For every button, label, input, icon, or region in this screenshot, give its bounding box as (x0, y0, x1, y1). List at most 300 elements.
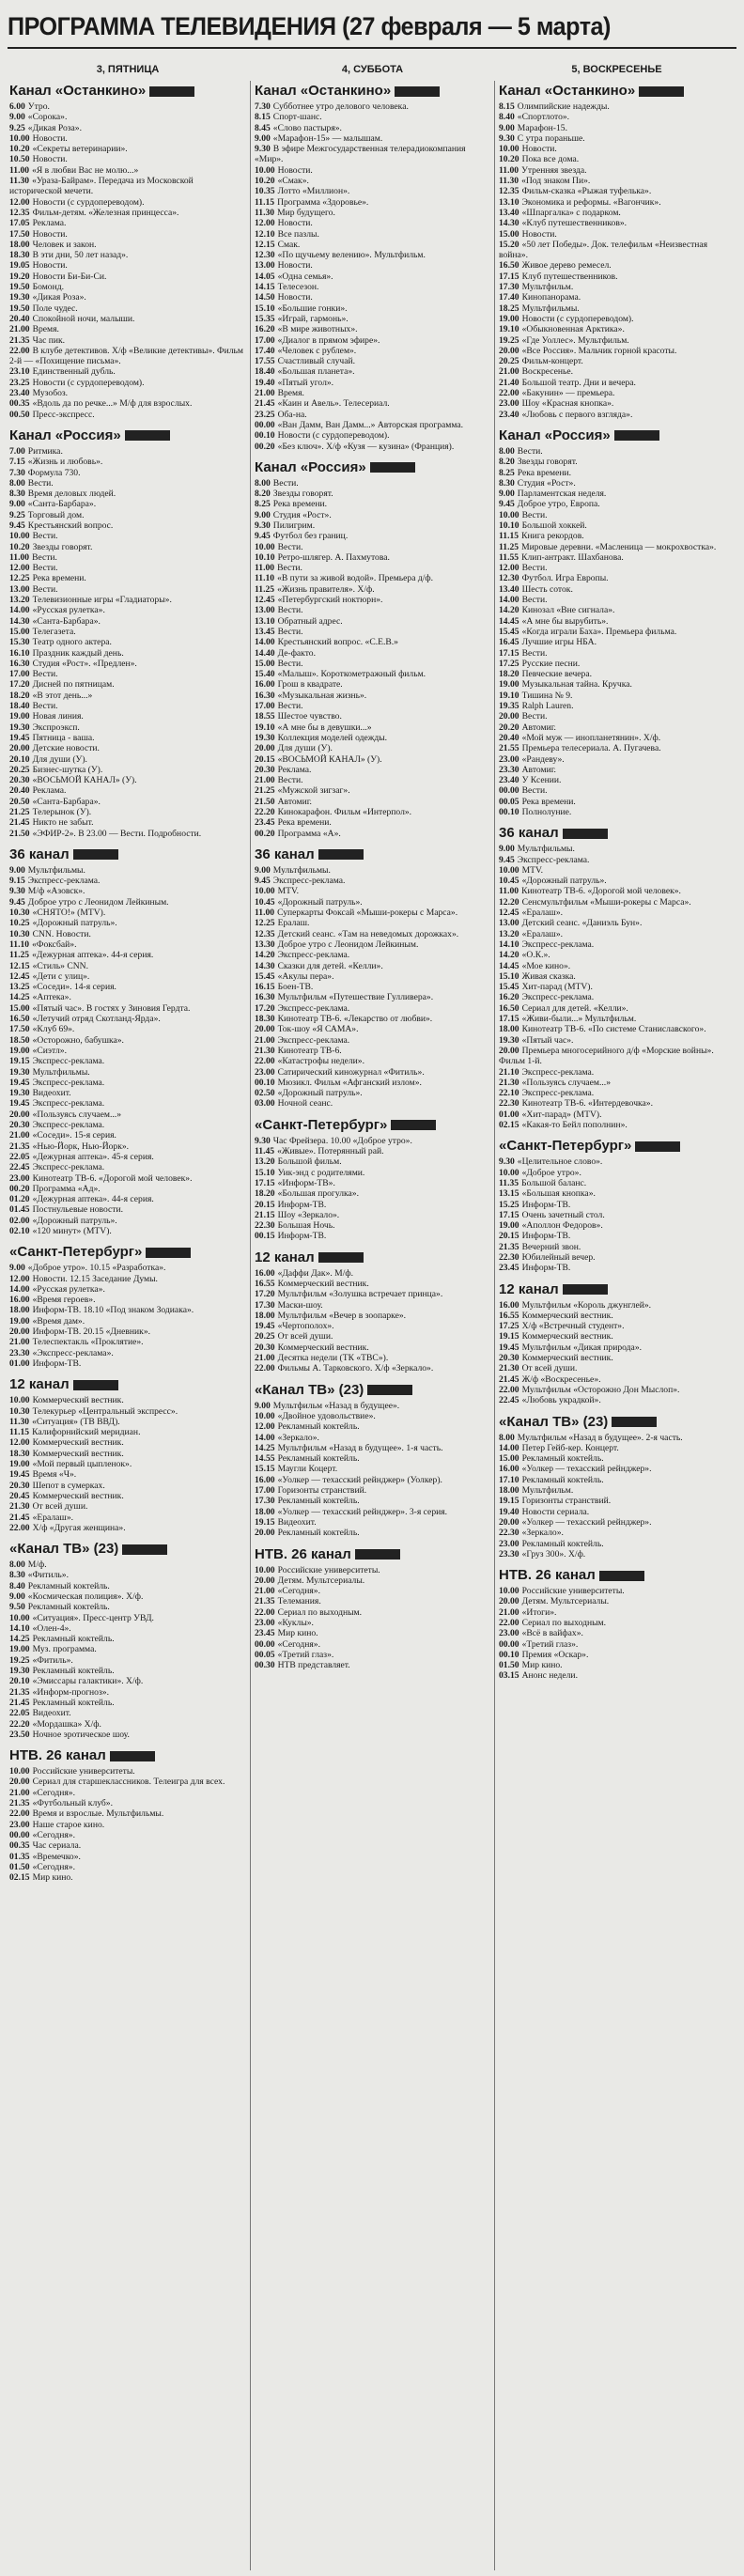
program-title: Фильмы А. Тарковского. Х/ф «Зеркало». (277, 1363, 434, 1374)
program-time: 14.30 (255, 960, 275, 971)
program-title: Х/ф «Встречный студент». (521, 1321, 625, 1332)
program-item (499, 112, 735, 122)
channel-name: 12 канал (499, 1280, 559, 1297)
program-time: 22.00 (9, 1522, 30, 1533)
program-time: 19.30 (9, 1666, 30, 1677)
program-item (255, 1618, 490, 1628)
program-title: Река времени. (277, 817, 332, 829)
program-title: Рекламный коктейль. (521, 1474, 604, 1485)
program-time: 17.55 (255, 356, 275, 367)
program-item (499, 573, 735, 583)
program-title: Вести. (32, 551, 57, 563)
program-item (499, 1596, 735, 1606)
program-time: 17.15 (499, 647, 519, 659)
program-item (255, 123, 490, 133)
program-title: Юбилейный вечер. (521, 1251, 596, 1263)
program-title: «Каин и Авель». Телесериал. (277, 398, 390, 410)
program-item (9, 1216, 246, 1226)
program-time: 20.25 (9, 764, 30, 775)
program-item (499, 605, 735, 615)
program-time: 22.00 (255, 1363, 275, 1374)
channel-name: Канал «Россия» (499, 427, 611, 443)
program-item (255, 229, 490, 240)
program-time: 22.30 (499, 1098, 519, 1110)
program-item (255, 1088, 490, 1098)
program-time: 20.30 (9, 775, 30, 786)
program-item (499, 563, 735, 573)
program-time: 18.30 (255, 1014, 275, 1025)
program-title: Кинотеатр ТВ-6. «Дорогой мой человек». (521, 886, 681, 897)
program-time: 21.50 (255, 796, 275, 807)
program-title: Клип-антракт. Шахбанова. (521, 551, 624, 563)
program-title: Постнульевые новости. (32, 1204, 123, 1216)
program-item (255, 1279, 490, 1289)
program-item (499, 897, 735, 908)
program-title: Большой театр. Дни и вечера. (521, 377, 636, 388)
program-title: Для души (У). (277, 743, 333, 754)
program-time: 10.50 (9, 154, 30, 165)
program-title: Шоу «Красная кнопка». (521, 398, 614, 410)
program-item (499, 1110, 735, 1120)
channel-logo-bar (563, 1284, 608, 1295)
program-item (255, 1475, 490, 1485)
channel-logo-bar (73, 849, 118, 860)
program-time: 16.55 (499, 1310, 519, 1321)
program-title: Мир будущего. (277, 207, 335, 218)
program-title: Шепот в сумерках. (32, 1480, 105, 1491)
program-time: 10.00 (255, 541, 275, 552)
program-time: 19.10 (255, 722, 275, 733)
program-time: 20.00 (9, 1109, 30, 1120)
program-time: 21.00 (9, 1787, 30, 1798)
program-time: 10.10 (499, 520, 519, 531)
program-item (255, 691, 490, 701)
program-time: 19.15 (499, 1496, 519, 1507)
program-title: «Дежурная аптека». 44-я серия. (32, 950, 154, 961)
program-time: 11.30 (9, 176, 30, 187)
program-item (255, 971, 490, 982)
program-time: 16.45 (499, 637, 519, 648)
program-title: Русские песни. (521, 658, 581, 669)
program-time: 7.00 (9, 445, 25, 457)
program-title: «Дежурная аптека». 44-я серия. (32, 1194, 154, 1205)
program-item (255, 563, 490, 573)
program-title: «Человек с рублем». (277, 345, 357, 356)
program-item (9, 876, 246, 886)
program-time: 8.25 (255, 499, 271, 510)
program-title: Коммерческий вестник. (521, 1310, 613, 1321)
program-item (499, 1549, 735, 1560)
program-item (9, 971, 246, 982)
program-time: 12.45 (255, 595, 275, 606)
program-time: 19.00 (9, 1315, 30, 1327)
program-title: «Любовь с первого взгляда». (521, 409, 633, 420)
program-title: Река времени. (32, 573, 86, 584)
program-item (499, 908, 735, 918)
program-title: Шестое чувство. (277, 711, 342, 722)
program-time: 12.45 (499, 908, 519, 919)
program-time: 19.00 (9, 1644, 30, 1655)
program-title: Телерынок (У). (32, 807, 92, 817)
program-title: «Дорожный патруль». (277, 1088, 363, 1099)
program-item (9, 1204, 246, 1215)
program-title: Кинозал «Вне сигнала». (521, 605, 615, 616)
program-item (255, 669, 490, 679)
program-title: Кинокарафон. Фильм «Интерпол». (277, 807, 412, 817)
program-time: 17.25 (499, 658, 519, 669)
program-title: Крестьянский вопрос. «С.Е.В.» (277, 637, 398, 648)
program-item (499, 1046, 735, 1067)
program-item (255, 595, 490, 605)
program-item (9, 531, 246, 541)
program-title: Театр одного актера. (32, 637, 112, 648)
program-title: Экспресс-реклама. (32, 1098, 105, 1110)
program-time: 15.00 (499, 228, 519, 240)
program-item (255, 346, 490, 356)
program-item (9, 1358, 246, 1369)
program-time: 23.00 (9, 1172, 30, 1184)
program-time: 10.00 (499, 1586, 519, 1597)
program-item (9, 218, 246, 228)
program-item (9, 208, 246, 218)
program-title: Рекламный коктейль. (32, 1634, 115, 1645)
program-item (499, 1670, 735, 1681)
program-time: 16.30 (255, 992, 275, 1003)
program-time: 00.05 (499, 796, 519, 807)
program-item (499, 260, 735, 271)
program-item (255, 797, 490, 807)
program-time: 9.30 (499, 1156, 515, 1168)
program-item (499, 711, 735, 722)
program-item (255, 366, 490, 377)
program-time: 18.30 (9, 1448, 30, 1459)
program-title: «Сегодня». (32, 1861, 76, 1872)
program-time: 15.15 (255, 1464, 275, 1475)
channel-heading (9, 427, 246, 443)
program-item (255, 176, 490, 186)
program-item (255, 112, 490, 122)
program-title: Ж/ф «Воскресенье». (521, 1373, 601, 1385)
program-item (255, 1178, 490, 1188)
program-title: «Русская рулетка». (32, 1283, 105, 1295)
program-item (9, 939, 246, 950)
program-time: 18.00 (9, 239, 30, 250)
program-title: MTV. (277, 886, 300, 897)
program-title: Новая линия. (32, 711, 84, 722)
program-time: 11.35 (499, 1177, 519, 1188)
program-time: 18.00 (255, 1310, 275, 1321)
program-item (499, 1300, 735, 1311)
program-title: Мир кино. (32, 1872, 73, 1884)
program-title: «Марафон-15» — малышам. (272, 132, 383, 144)
program-item (255, 1639, 490, 1650)
program-time: 15.45 (255, 970, 275, 982)
program-title: «Доброе утро». 10.15 «Разработка». (27, 1263, 166, 1274)
program-time: 9.45 (9, 896, 25, 908)
program-title: «Олен-4». (32, 1622, 71, 1634)
program-item (499, 165, 735, 176)
program-item (255, 510, 490, 520)
program-title: Вести. (32, 583, 58, 595)
program-time: 17.30 (255, 1496, 275, 1507)
program-title: Маски-шоу. (277, 1299, 323, 1311)
program-item (499, 218, 735, 228)
channel-logo-bar (639, 86, 684, 97)
program-title: Вести. (32, 701, 58, 712)
program-item (9, 303, 246, 314)
program-title: Большой хоккей. (521, 520, 587, 531)
program-title: Экспресс-реклама. (32, 1077, 105, 1088)
program-item (499, 1220, 735, 1231)
program-time: 01.50 (499, 1660, 519, 1671)
program-title: «Пятый час». В гостях у Зиновия Гердта. (32, 1002, 191, 1014)
program-title: Вести. (272, 477, 299, 489)
program-item (255, 314, 490, 324)
program-title: «Мое кино». (521, 960, 571, 971)
program-item (9, 1130, 246, 1141)
program-time: 01.20 (9, 1194, 30, 1205)
program-time: 21.30 (499, 1363, 519, 1374)
program-item (499, 876, 735, 886)
program-title: Сенсмультфильм «Мыши-рокеры с Марса». (521, 896, 691, 908)
program-time: 15.00 (9, 626, 30, 637)
program-time: 14.30 (499, 218, 519, 229)
program-item (9, 929, 246, 939)
program-time: 19.15 (499, 1331, 519, 1342)
program-item (499, 659, 735, 669)
program-title: «Доброе утро». (521, 1167, 581, 1178)
program-item (9, 897, 246, 908)
program-time: 20.00 (499, 345, 519, 356)
program-time: 14.40 (255, 647, 275, 659)
program-time: 12.35 (499, 186, 519, 197)
program-item (9, 1623, 246, 1634)
program-item (9, 1581, 246, 1591)
program-time: 10.00 (9, 1612, 30, 1623)
program-item (255, 950, 490, 960)
program-time: 22.05 (9, 1708, 30, 1719)
program-time: 20.25 (255, 1331, 275, 1342)
program-title: Поле чудес. (32, 303, 78, 314)
program-time: 17.25 (499, 1321, 519, 1332)
program-title: Российские университеты. (521, 1586, 625, 1597)
program-item (499, 208, 735, 218)
program-item (9, 1427, 246, 1437)
channel-logo-bar (149, 86, 194, 97)
program-title: Студия «Рост». «Предлен». (32, 658, 137, 669)
program-time: 19.20 (9, 271, 30, 282)
program-title: Коммерческий вестник. (32, 1437, 124, 1449)
program-title: От всей души. (277, 1331, 333, 1342)
channel-heading (255, 459, 490, 475)
program-time: 22.45 (9, 1162, 30, 1173)
program-title: Вести. (277, 775, 303, 786)
program-time: 11.15 (9, 1427, 30, 1438)
program-time: 21.35 (9, 1686, 30, 1698)
program-title: Вести. (32, 531, 58, 542)
program-title: Детям. Мультсериалы. (277, 1575, 365, 1586)
program-time: 15.00 (9, 1002, 30, 1014)
program-title: «Когда играли Баха». Премьера фильма. (521, 626, 677, 637)
program-time: 14.00 (255, 1432, 275, 1443)
program-title: Студия «Рост». (517, 477, 576, 489)
program-item (9, 1406, 246, 1417)
program-item (255, 1528, 490, 1538)
program-item (255, 1464, 490, 1474)
program-time: 19.00 (499, 1220, 519, 1232)
program-item (255, 1660, 490, 1670)
program-title: Вести. (277, 626, 303, 637)
program-title: Хит-парад (MTV). (521, 982, 593, 993)
program-item (9, 1719, 246, 1730)
program-title: «В пути за живой водой». Премьера д/ф. (277, 573, 434, 584)
program-title: Сериал для детей. «Келли». (521, 1002, 628, 1014)
program-item (499, 1618, 735, 1628)
program-title: «Мордашка» Х/ф. (32, 1718, 101, 1730)
program-time: 17.40 (499, 292, 519, 303)
program-title: «Ситуация» (ТВ ВВД). (32, 1416, 120, 1427)
program-time: 23.30 (499, 1548, 519, 1560)
channel-logo-bar (146, 1248, 191, 1258)
program-title: «Уолкер — техасский рейнджер» (Уолкер). (277, 1474, 442, 1485)
program-time: 23.00 (499, 398, 519, 410)
program-time: 14.45 (499, 960, 519, 971)
program-item (255, 701, 490, 711)
channel-name: «Санкт-Петербург» (255, 1116, 388, 1133)
program-time: 18.25 (499, 303, 519, 314)
program-title: Мультфильм «Золушка встречает принца». (277, 1289, 443, 1300)
program-time: 10.00 (9, 531, 30, 542)
program-item (9, 829, 246, 839)
program-title: «Клуб 69». (32, 1024, 75, 1035)
program-item (499, 1443, 735, 1453)
program-title: Фильм-сказка «Рыжая туфелька». (521, 186, 652, 197)
program-item (255, 918, 490, 928)
program-title: Новости. (32, 132, 68, 144)
program-time: 19.45 (255, 1321, 275, 1332)
program-item (499, 1321, 735, 1331)
program-item (499, 1433, 735, 1443)
program-time: 14.10 (9, 1622, 30, 1634)
program-time: 20.30 (255, 1342, 275, 1353)
program-title: Час сериала. (32, 1840, 82, 1852)
program-title: Телекурьер «Центральный экспресс». (32, 1405, 178, 1417)
program-time: 14.25 (255, 1442, 275, 1453)
program-item (255, 1056, 490, 1066)
program-item (9, 1120, 246, 1130)
program-item (9, 797, 246, 807)
program-title: Полнолуние. (521, 807, 572, 817)
program-title: Вести. (521, 711, 548, 722)
program-item (9, 176, 246, 197)
program-time: 9.00 (499, 844, 515, 855)
program-title: Коммерческий вестник. (521, 1331, 613, 1342)
program-time: 10.35 (255, 186, 275, 197)
program-item (9, 886, 246, 896)
program-title: Информ-ТВ. (521, 1199, 571, 1210)
program-title: «Космическая полиция». Х/ф. (27, 1591, 144, 1602)
program-item (9, 701, 246, 711)
program-time: 12.20 (499, 896, 519, 908)
program-item (255, 659, 490, 669)
program-title: Мультфильм. (521, 1485, 574, 1497)
program-item (9, 1184, 246, 1194)
program-item (499, 1528, 735, 1538)
program-time: 01.35 (9, 1851, 30, 1862)
program-title: Утро. (27, 101, 50, 112)
program-item (9, 1024, 246, 1034)
program-title: Доброе утро, Европа. (517, 499, 600, 510)
program-time: 18.00 (499, 1485, 519, 1497)
program-title: Река времени. (272, 499, 328, 510)
program-item (9, 1078, 246, 1088)
program-time: 9.25 (9, 509, 25, 520)
program-title: Видеохит. (277, 1516, 317, 1528)
program-title: От всей души. (521, 1363, 578, 1374)
program-time: 21.35 (9, 334, 30, 346)
program-item (499, 398, 735, 409)
program-title: «Пятый угол». (277, 377, 334, 388)
program-title: Вести. (27, 477, 54, 489)
program-time: 9.30 (255, 144, 271, 155)
program-title: «Какая-то Бейл пополнин». (521, 1120, 628, 1131)
program-title: Экономика и реформы. «Вагончик». (521, 196, 661, 208)
program-time: 18.00 (255, 1506, 275, 1517)
program-title: Бомонд. (32, 282, 64, 293)
program-title: Время. (277, 388, 304, 399)
program-item (9, 616, 246, 627)
program-title: Видеохит. (32, 1088, 71, 1099)
program-time: 10.00 (255, 886, 275, 897)
program-item (255, 1596, 490, 1606)
program-title: Реклама. (32, 218, 67, 229)
program-title: Детям. Мультсериалы. (521, 1596, 610, 1607)
program-item (9, 1766, 246, 1777)
program-item (499, 378, 735, 388)
program-item (255, 1496, 490, 1506)
program-item (255, 865, 490, 876)
program-time: 18.50 (9, 1034, 30, 1046)
program-time: 22.10 (499, 1088, 519, 1099)
program-title: Мультфильм «Дикая природа». (521, 1342, 643, 1353)
program-title: Рекламный коктейль. (521, 1538, 604, 1549)
program-item (255, 775, 490, 785)
channel-name: Канал «Останкино» (499, 83, 636, 99)
program-title: Единственный дубль. (32, 366, 116, 378)
program-time: 18.40 (9, 701, 30, 712)
program-time: 17.15 (499, 1209, 519, 1220)
program-time: 8.15 (255, 112, 271, 123)
program-time: 20.00 (499, 1516, 519, 1528)
program-time: 8.00 (499, 445, 515, 457)
day-column (494, 64, 738, 2570)
channel-logo-bar (318, 849, 364, 860)
program-title: «Клуб путешественников». (521, 218, 628, 229)
program-item (9, 489, 246, 499)
program-item (255, 1433, 490, 1443)
program-time: 21.25 (255, 785, 275, 797)
program-item (9, 1295, 246, 1305)
program-time: 11.30 (499, 176, 519, 187)
program-item (9, 1469, 246, 1480)
program-title: «Обыкновенная Арктика». (521, 324, 625, 335)
program-time: 8.40 (9, 1580, 25, 1591)
program-title: «Без ключ». Х/ф «Кузя — кузина» (Франция). (277, 441, 455, 452)
program-item (9, 1730, 246, 1740)
program-item (499, 807, 735, 817)
program-title: Доброе утро с Леонидом Лейкиным. (277, 939, 419, 950)
program-time: 9.00 (255, 864, 271, 876)
